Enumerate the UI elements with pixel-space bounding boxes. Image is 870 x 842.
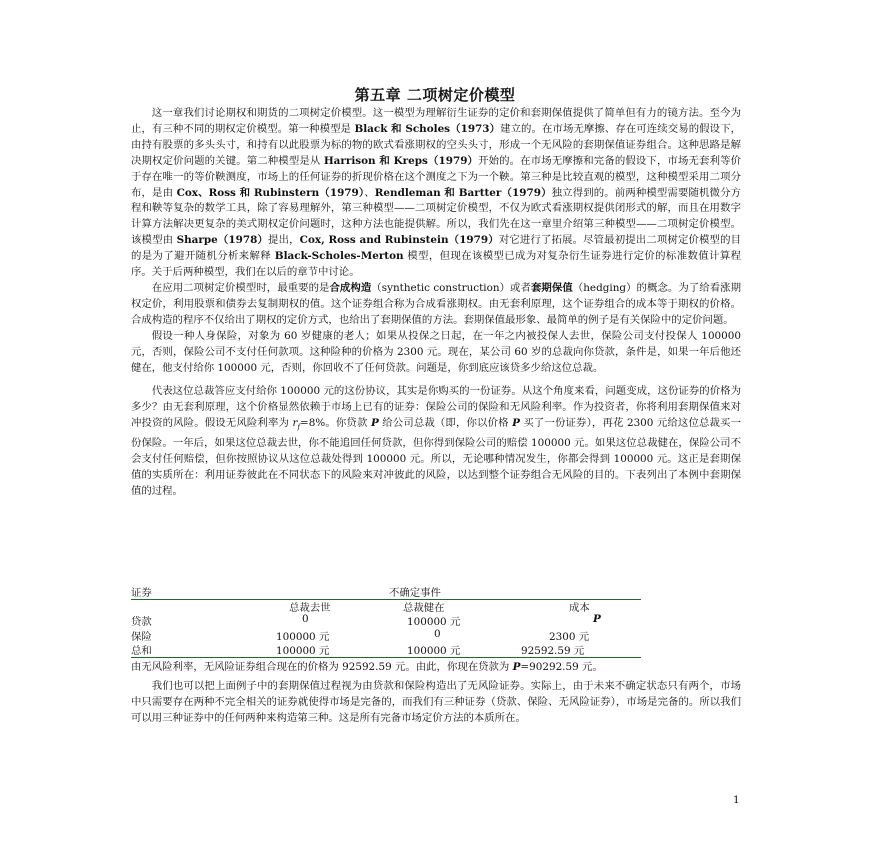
table-subheader-cost: 成本 <box>569 602 590 614</box>
table-cell-dead: 0 <box>302 613 309 625</box>
body-text-upper <box>131 106 741 500</box>
text-span: 在应用二项树定价模型时，最重要的是 <box>151 281 330 294</box>
text-span: （hedging）的概念。为了给看涨期权定价，利用股票和债券去复制期权的值。这个证券组合称为合成看涨期权。由无套利原理，这个证券组合的成本等于期权的价格。合成构造的程序不仅给出了期权的定价方式，也给出了套期保值的方法。套期保值最形象、最简单的例子是有关保险中的定价问题。 <box>131 281 742 326</box>
hedging-table <box>131 584 641 664</box>
term-hedging: 套期保值 <box>530 281 573 294</box>
table-subheader-alive: 总裁健在 <box>403 602 445 614</box>
var-p: P <box>512 417 520 430</box>
var-r: r <box>292 417 298 430</box>
text-span: 模型，但现在该模型已成为对复杂衍生证券进行定价的标准数值计算程序。关于后两种模型，我们在以后的章节中讨论。 <box>131 250 741 279</box>
table-cell-cost: 92592.59 元 <box>521 645 585 657</box>
text-span: 买了一份证券），再花 2300 元给这位总裁买一份保险。一年后，如果这位总裁去世，你不能追回任何贷款，但你得到保险公司的赔偿 100000 元。如果这位总裁健在，保险公司不会支付任何赔偿，但你按照协议从这位总裁处得到 100000 元。所以，无论哪种情况发生，你都会得到 100000 元。这正是套期保值的实质所在：利用证券彼此在不同状态下的风险来对冲彼此的风险，以达到整个证券组合无风险的目的。下表列出了本例中套期保值的过程。 <box>131 417 741 497</box>
term-bsm: Black-Scholes-Merton <box>274 250 404 263</box>
paragraph-hedging <box>131 384 741 499</box>
paragraph-intro <box>131 106 741 281</box>
text-span: 、 <box>364 186 375 199</box>
citation-harrison-kreps: Harrison 和 Kreps（1979） <box>323 154 479 167</box>
var-p: P <box>512 661 521 673</box>
citation-rendleman-bartter: Rendleman 和 Bartter（1979） <box>374 186 552 199</box>
table-bottom-rule <box>131 657 641 658</box>
text-span: （synthetic construction）或者 <box>371 281 531 294</box>
table-row-name: 保险 <box>131 631 152 643</box>
text-span: 代表这位总裁答应支付给你 100000 元的这份协议，其实是你购买的一份证券。从这个角度来看，问题变成，这份证券的价格为多少？由无套利原理，这个价格显然依赖于市场上已有的证券：保险公司的保险和无风险利率。作为投资者，你将利用套期保值来对冲投资的风险。假设无风险利率为 <box>131 385 741 430</box>
text-span: =90292.59 元。 <box>520 661 603 673</box>
table-row-name: 贷款 <box>131 616 152 628</box>
text-span: 这一章我们讨论期权和期货的二项树定价模型。这一模型为理解衍生证券的定价和套期保值提供了简单但有力的镜方法。至今为止，有三种不同的期权定价模型。第一种模型是 <box>131 107 741 135</box>
table-header-security: 证券 <box>131 587 152 599</box>
table-subheader-dead: 总裁去世 <box>289 602 331 614</box>
paragraph-result <box>131 660 741 676</box>
table-top-rule <box>131 599 641 600</box>
text-span: 给公司总裁（即，你以价格 <box>378 417 513 430</box>
text-span: 由无风险利率，无风险证券组合现在的价格为 92592.59 元。由此，你现在贷款为 <box>131 661 513 673</box>
table-cell-alive: 100000 元 <box>407 645 461 657</box>
paragraph-completeness: 我们也可以把上面例子中的套期保值过程视为由贷款和保险构造出了无风险证券。实际上，由于未来不确定状态只有两个，市场中只需要存在两种不完全相关的证券就使得市场是完备的，而我们有三种证券（贷款、保险、无风险证券），市场是完备的。所以我们可以用三种证券中的任何两种来构造第三种。这是所有完备市场定价方法的本质所在。 <box>131 679 741 724</box>
paragraph-insurance: 假设一种人身保险，对象为 60 岁健康的老人；如果从投保之日起，在一年之内被投保人去世，保险公司支付投保人 100000 元，否则，保险公司不支付任何款项。这种险种的价格为 2300 元。现在，某公司 60 岁的总裁向你贷款，条件是，如果一年后他还健在，他支付给你 100000 元，否则，你回收不了任何贷款。问题是，你到底应该贷多少给这位总裁。 <box>131 329 741 374</box>
citation-cox-ross-rubinstern: Cox、Ross 和 Rubinstern（1979） <box>176 186 365 199</box>
term-synthetic-construction: 合成构造 <box>329 281 372 294</box>
text-span: 建立的。在市场无摩擦、存在可连续交易的假设下，由持有股票的多头头寸，和持有以此股票为标的物的欧式看涨期权的空头头寸，形成一个无风险的套期保值证券组合。这种思路是解决期权定价问题的关键。第二种模型是从 <box>131 122 741 167</box>
citation-sharpe: Sharpe（1978） <box>176 234 269 247</box>
text-span: 对它进行了拓展。尽管最初提出二项树定价模型的目的是为了避开随机分析来解释 <box>131 234 742 263</box>
text-span: =8%。你贷款 <box>300 417 371 430</box>
table-cell-dead: 100000 元 <box>276 645 330 657</box>
body-text-lower <box>131 660 741 727</box>
text-span: 独立得到的。前两种模型需要随机微分方程和鞅等复杂的数学工具，除了容易理解外，第三种模型——二项树定价模型，不仅为欧式看涨期权提供闭形式的解，而且在用数字计算方法解决更复杂的美式期权定价问题时，这种方法也能提供解。所以，我们先在这一章里介绍第三种模型——二项树定价模型。该模型由 <box>131 186 742 247</box>
table-row-name: 总和 <box>131 645 152 657</box>
page-number: 1 <box>733 794 740 806</box>
table-cell-cost: 2300 元 <box>549 631 590 643</box>
citation-black-scholes: Black 和 Scholes（1973） <box>354 122 501 135</box>
citation-cox-ross-rubinstein: Cox, Ross and Rubinstein（1979） <box>299 234 499 247</box>
text-span: 开始的。在市场无摩擦和完备的假设下，市场无套利等价于存在唯一的等价鞅测度，市场上的任何证券的折现价格在这个测度之下为一个鞅。第三种是比较直观的模型，这种模型采用二项分布，是由 <box>131 154 741 199</box>
paragraph-synthetic <box>131 281 741 329</box>
var-f-subscript: f <box>297 423 301 432</box>
var-p: P <box>370 417 379 430</box>
text-span: 提出， <box>268 234 300 247</box>
table-cell-alive: 100000 元 <box>407 616 461 628</box>
table-cell-dead: 100000 元 <box>276 631 330 643</box>
table-cell-cost: P <box>593 613 601 625</box>
chapter-title: 第五章 二项树定价模型 <box>354 86 516 104</box>
table-cell-alive: 0 <box>434 628 441 640</box>
table-header-uncertain: 不确定事件 <box>389 587 441 599</box>
